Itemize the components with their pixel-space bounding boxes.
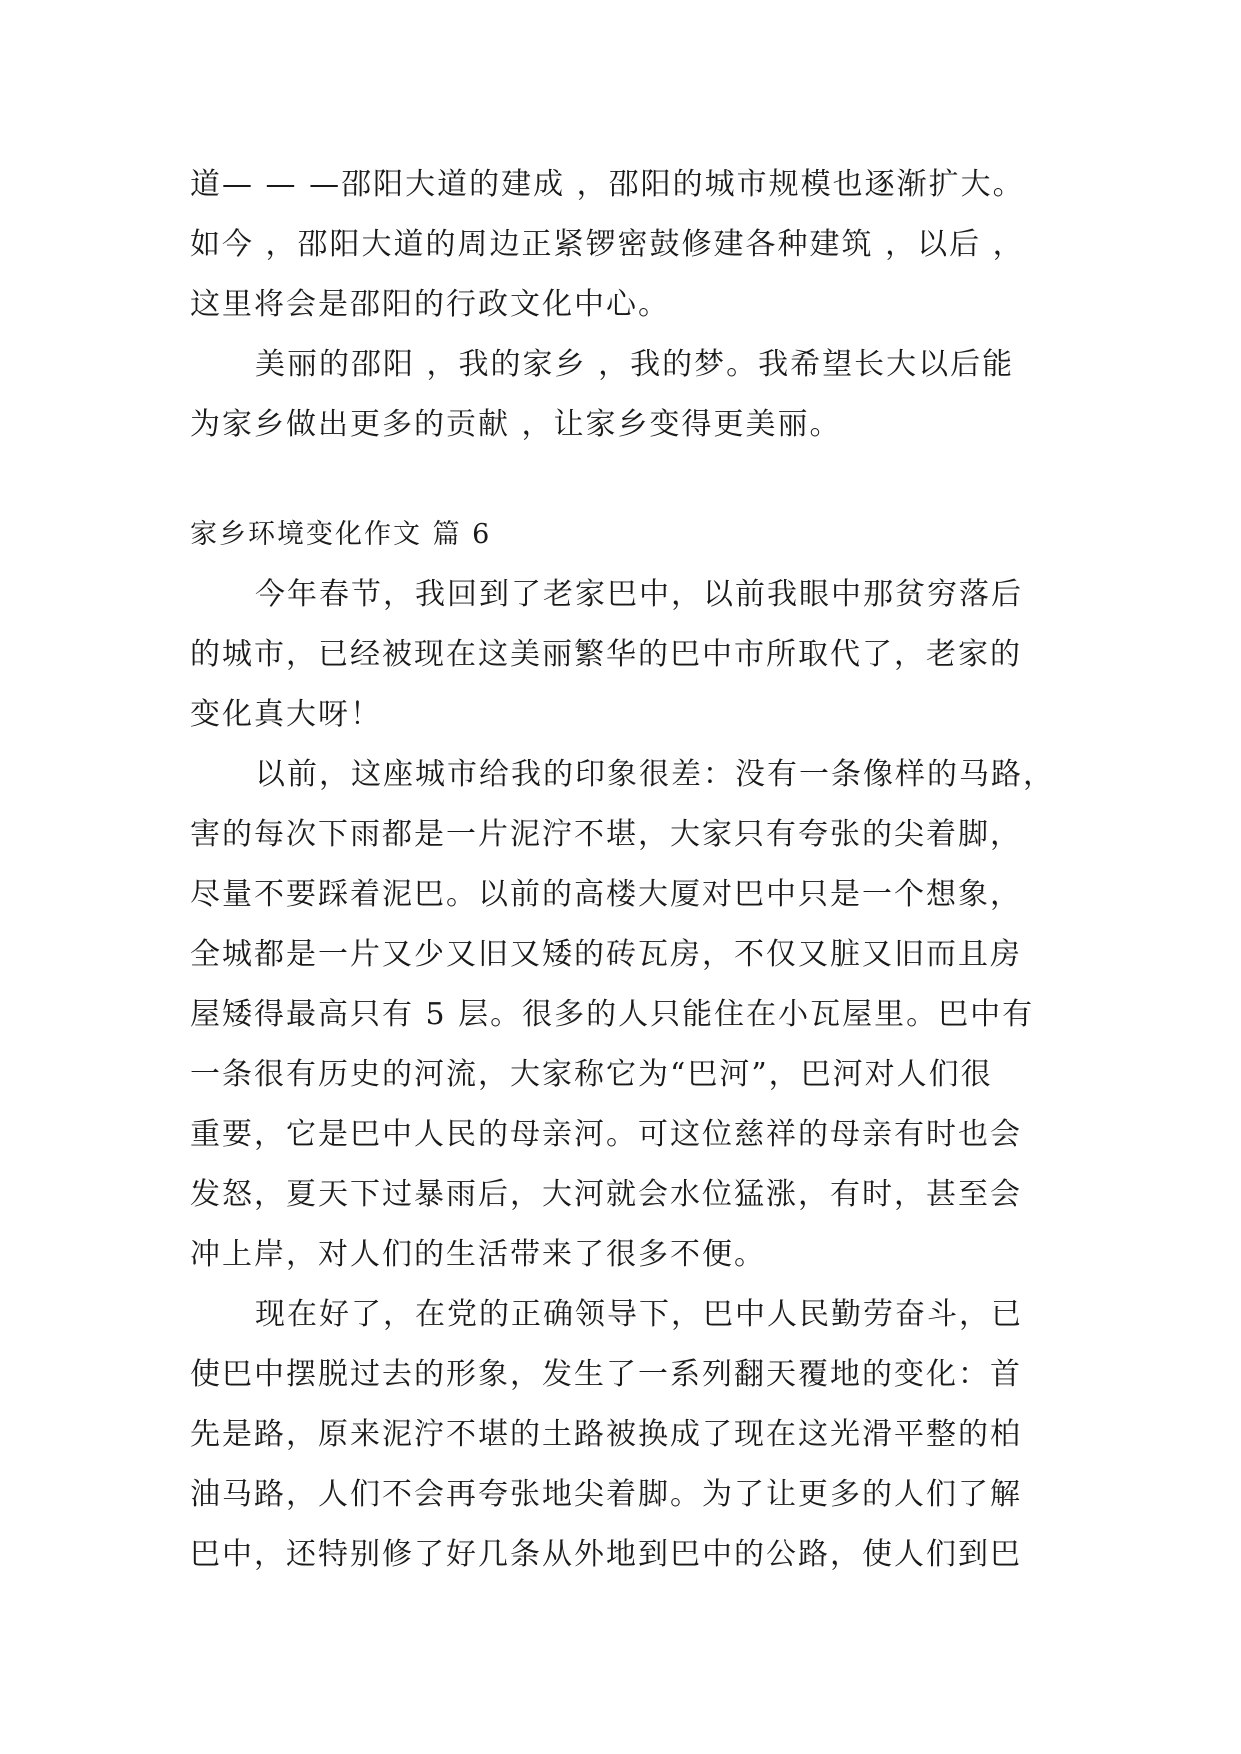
text-line: 今年春节，我回到了老家巴中，以前我眼中那贫穷落后	[255, 577, 1023, 612]
text-line: 巴中，还特别修了好几条从外地到巴中的公路，使人们到巴	[190, 1537, 1022, 1572]
text-line: 这里将会是邵阳的行政文化中心。	[190, 287, 670, 322]
text-line: 重要，它是巴中人民的母亲河。可这位慈祥的母亲有时也会	[190, 1117, 1022, 1152]
text-line: 使巴中摆脱过去的形象，发生了一系列翻天覆地的变化：首	[190, 1357, 1022, 1392]
section-heading: 家乡环境变化作文 篇 6	[190, 519, 492, 550]
text-line: 为家乡做出更多的贡献 ，让家乡变得更美丽。	[190, 407, 842, 442]
text-line: 美丽的邵阳 ，我的家乡 ，我的梦。我希望长大以后能	[255, 347, 1015, 382]
text-line: 一条很有历史的河流，大家称它为“巴河”，巴河对人们很	[190, 1057, 993, 1092]
text-line: 的城市，已经被现在这美丽繁华的巴中市所取代了，老家的	[190, 637, 1022, 672]
text-line: 道— — —邵阳大道的建成 ，邵阳的城市规模也逐渐扩大。	[190, 167, 1025, 202]
text-line: 冲上岸，对人们的生活带来了很多不便。	[190, 1237, 766, 1272]
text-line: 屋矮得最高只有 5 层。很多的人只能住在小瓦屋里。巴中有	[190, 997, 1035, 1032]
text-line: 先是路，原来泥泞不堪的土路被换成了现在这光滑平整的柏	[190, 1417, 1022, 1452]
text-line: 以前，这座城市给我的印象很差：没有一条像样的马路，	[255, 757, 1055, 792]
text-line: 现在好了，在党的正确领导下，巴中人民勤劳奋斗，已	[255, 1297, 1023, 1332]
text-line: 发怒，夏天下过暴雨后，大河就会水位猛涨，有时，甚至会	[190, 1177, 1022, 1212]
text-line: 变化真大呀！	[190, 697, 382, 732]
text-line: 尽量不要踩着泥巴。以前的高楼大厦对巴中只是一个想象，	[190, 877, 1022, 912]
text-line: 害的每次下雨都是一片泥泞不堪，大家只有夸张的尖着脚，	[190, 817, 1022, 852]
text-line: 如今 ，邵阳大道的周边正紧锣密鼓修建各种建筑 ，以后 ，	[190, 227, 1025, 262]
text-line: 油马路，人们不会再夸张地尖着脚。为了让更多的人们了解	[190, 1477, 1022, 1512]
text-line: 全城都是一片又少又旧又矮的砖瓦房，不仅又脏又旧而且房	[190, 937, 1022, 972]
